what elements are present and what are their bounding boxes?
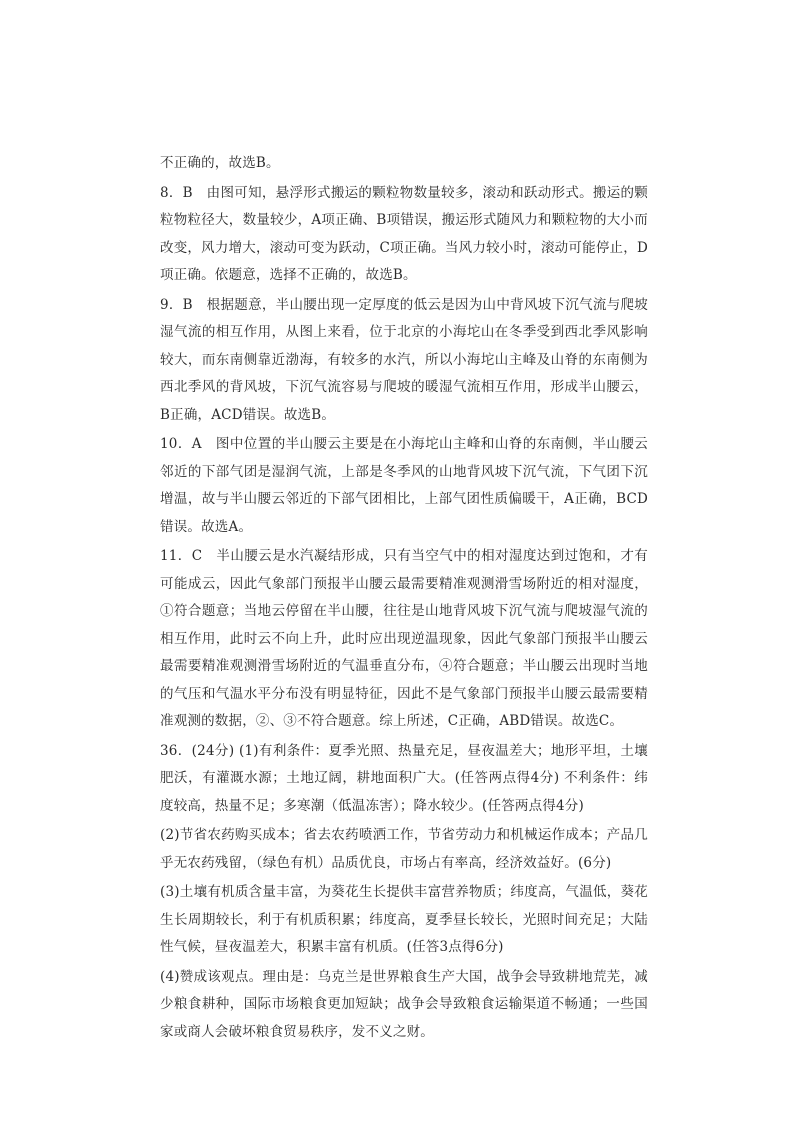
answer-sheet-page bbox=[160, 150, 648, 1048]
answer-intro-line: 不正确的，故选B。 bbox=[160, 155, 280, 171]
answer-question-9: 9．B 根据题意，半山腰出现一定厚度的低云是因为山中背风坡下沉气流与爬坡湿气流的相互作用，从图上来看，位于北京的小海坨山在冬季受到西北季风影响较大，而东南侧靠近渤海，有较多的水汽，所以小海坨山主峰及山脊的东南侧为西北季风的背风坡，下沉气流容易与爬坡的暖湿气流相互作用，形成半山腰云，B正确，ACD错误。故选B。 bbox=[160, 296, 648, 423]
answer-question-36-part-2: (2)节省农药购买成本；省去农药喷洒工作，节省劳动力和机械运作成本；产品几乎无农药残留，（绿色有机）品质优良，市场占有率高，经济效益好。(6分) bbox=[160, 827, 648, 871]
answer-question-11: 11．C 半山腰云是水汽凝结形成，只有当空气中的相对湿度达到过饱和，才有可能成云，因此气象部门预报半山腰云最需要精准观测滑雪场附近的相对湿度，①符合题意；当地云停留在半山腰，往往是山地背风坡下沉气流与爬坡湿气流的相互作用，此时云不向上升，此时应出现逆温现象，因此气象部门预报半山腰云最需要精准观测滑雪场附近的气温垂直分布，④符合题意；半山腰云出现时当地的气压和气温水平分布没有明显特征，因此不是气象部门预报半山腰云最需要精准观测的数据，②、③不符合题意。综上所述，C正确，ABD错误。故选C。 bbox=[160, 548, 648, 729]
answer-question-8: 8．B 由图可知，悬浮形式搬运的颗粒物数量较多，滚动和跃动形式。搬运的颗粒物粒径大，数量较少，A项正确、B项错误，搬运形式随风力和颗粒物的大小而改变，风力增大，滚动可变为跃动，C项正确。当风力较小时，滚动可能停止，D项正确。依题意，选择不正确的，故选B。 bbox=[160, 184, 648, 283]
answer-question-10: 10．A 图中位置的半山腰云主要是在小海坨山主峰和山脊的东南侧，半山腰云邻近的下部气团是湿润气流，上部是冬季风的山地背风坡下沉气流，下气团下沉增温，故与半山腰云邻近的下部气团相比，上部气团性质偏暖干，A正确，BCD错误。故选A。 bbox=[160, 436, 648, 535]
answer-question-36-part-1: 36．(24分) (1)有利条件：夏季光照、热量充足，昼夜温差大；地形平坦，土壤肥沃，有灌溉水源；土地辽阔，耕地面积广大。(任答两点得4分) 不利条件：纬度较高，热量不足；多寒潮（低温冻害）；降水较少。(任答两点得4分) bbox=[160, 742, 648, 814]
answer-question-36-part-3: (3)土壤有机质含量丰富，为葵花生长提供丰富营养物质；纬度高，气温低，葵花生长周期较长，利于有机质积累；纬度高，夏季昼长较长，光照时间充足；大陆性气候，昼夜温差大，积累丰富有机质。(任答3点得6分) bbox=[160, 884, 648, 955]
answer-question-36-part-4: (4)赞成该观点。理由是：乌克兰是世界粮食生产大国，战争会导致耕地荒芜，减少粮食耕种，国际市场粮食更加短缺；战争会导致粮食运输渠道不畅通；一些国家或商人会破坏粮食贸易秩序，发不义之财。 bbox=[160, 968, 648, 1040]
